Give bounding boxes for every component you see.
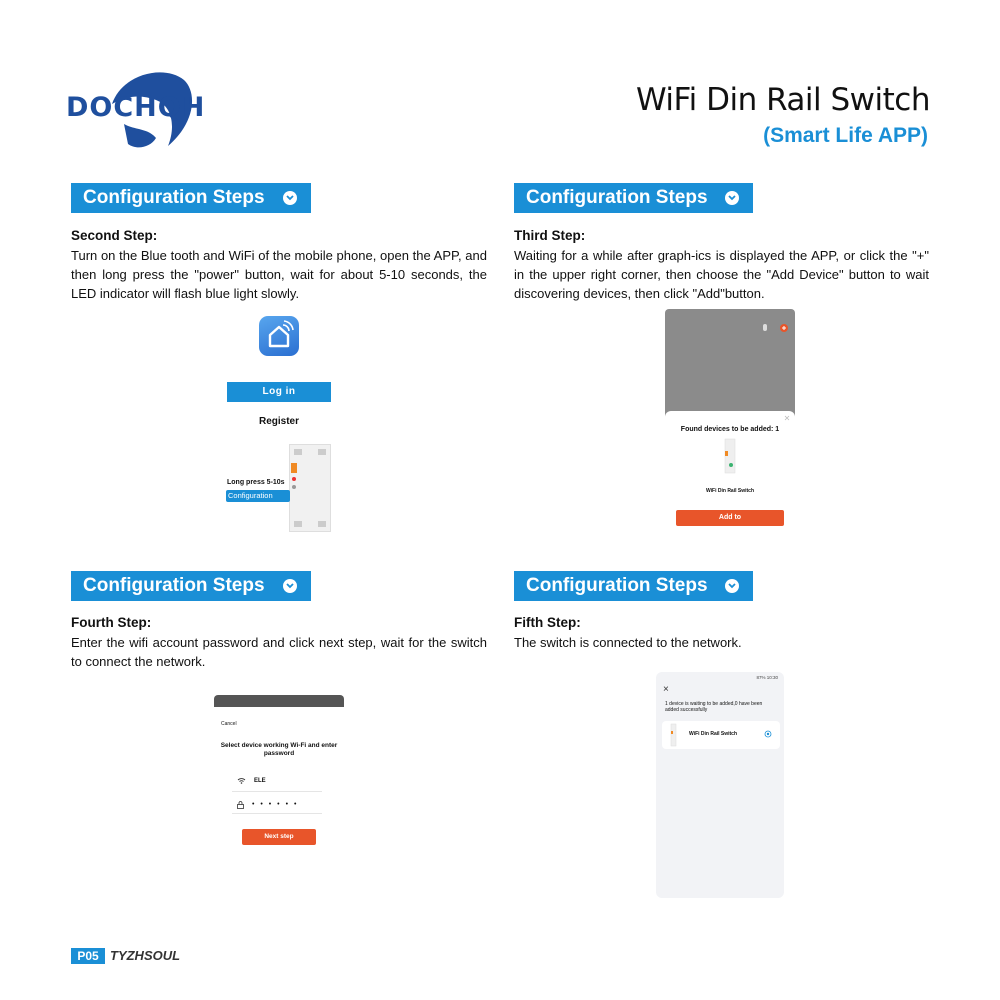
phone-status-bar (664, 675, 778, 680)
next-step-button[interactable]: Next step (242, 829, 316, 845)
login-button[interactable]: Log in (227, 382, 331, 402)
step-description: Waiting for a while after graph-ics is displayed the APP, or click the "+" in the upper right corner, then choose the "Add Device" button to wait discovering devices, then click "Add"button. (514, 248, 929, 301)
lock-icon (237, 801, 244, 809)
found-devices-label: Found devices to be added: 1 (680, 426, 780, 433)
password-field[interactable]: • • • • • • (252, 801, 299, 808)
brand-logo (64, 66, 214, 156)
din-rail-switch-device (289, 444, 331, 532)
step-title: Fifth Step: (514, 615, 581, 630)
page-number-badge: P05 (71, 948, 105, 964)
heading-label: Configuration Steps (83, 187, 265, 208)
device-name: WiFi Din Rail Switch (705, 488, 754, 494)
step-description: Turn on the Blue tooth and WiFi of the mobile phone, open the APP, and then long press the "power" button, wait for about 5-10 seconds, the LED indicator will flash blue light slowly. (71, 248, 487, 301)
step-title: Fourth Step: (71, 615, 152, 630)
long-press-label: Long press 5-10s (227, 479, 285, 486)
step-description: The switch is connected to the network. (514, 635, 742, 650)
section-heading-fourth-step (71, 571, 311, 601)
heading-label: Configuration Steps (526, 575, 708, 596)
wifi-prompt: Select device working Wi-Fi and enter password (220, 742, 338, 757)
smart-life-app-icon (259, 316, 299, 356)
configuration-badge: Configuration (226, 490, 290, 502)
page-subtitle: (Smart Life APP) (763, 124, 928, 147)
register-link[interactable]: Register (258, 416, 299, 427)
device-name: WiFi Din Rail Switch (689, 731, 738, 737)
chevron-down-icon (283, 191, 297, 205)
step-title: Third Step: (514, 228, 586, 243)
cancel-button[interactable]: Cancel (221, 721, 237, 727)
divider (232, 791, 322, 792)
step-description: Enter the wifi account password and click next step, wait for the switch to connect the network. (71, 635, 487, 669)
logo-text: DOCHQH (66, 92, 206, 123)
home-icon (259, 316, 299, 356)
phone-status-bar (214, 695, 344, 707)
add-to-button[interactable]: Add to (676, 510, 784, 526)
close-icon[interactable]: × (663, 684, 669, 695)
chevron-down-icon (725, 579, 739, 593)
section-heading-second-step (71, 183, 311, 213)
chevron-down-icon (725, 191, 739, 205)
adding-status-message: 1 device is waiting to be added,0 have been added successfully (665, 701, 763, 713)
mic-icon (763, 324, 767, 331)
page-title: WiFi Din Rail Switch (635, 82, 930, 118)
wifi-icon (237, 777, 246, 784)
footer-brand: TYZHSOUL (110, 948, 181, 963)
section-heading-fifth-step (514, 571, 753, 601)
heading-label: Configuration Steps (83, 575, 265, 596)
divider (232, 813, 322, 814)
status-time: 87% 10:30 (756, 675, 778, 680)
section-heading-third-step (514, 183, 753, 213)
heading-label: Configuration Steps (526, 187, 708, 208)
step-title: Second Step: (71, 228, 158, 243)
chevron-down-icon (283, 579, 297, 593)
wifi-ssid-field[interactable]: ELE (254, 778, 266, 784)
